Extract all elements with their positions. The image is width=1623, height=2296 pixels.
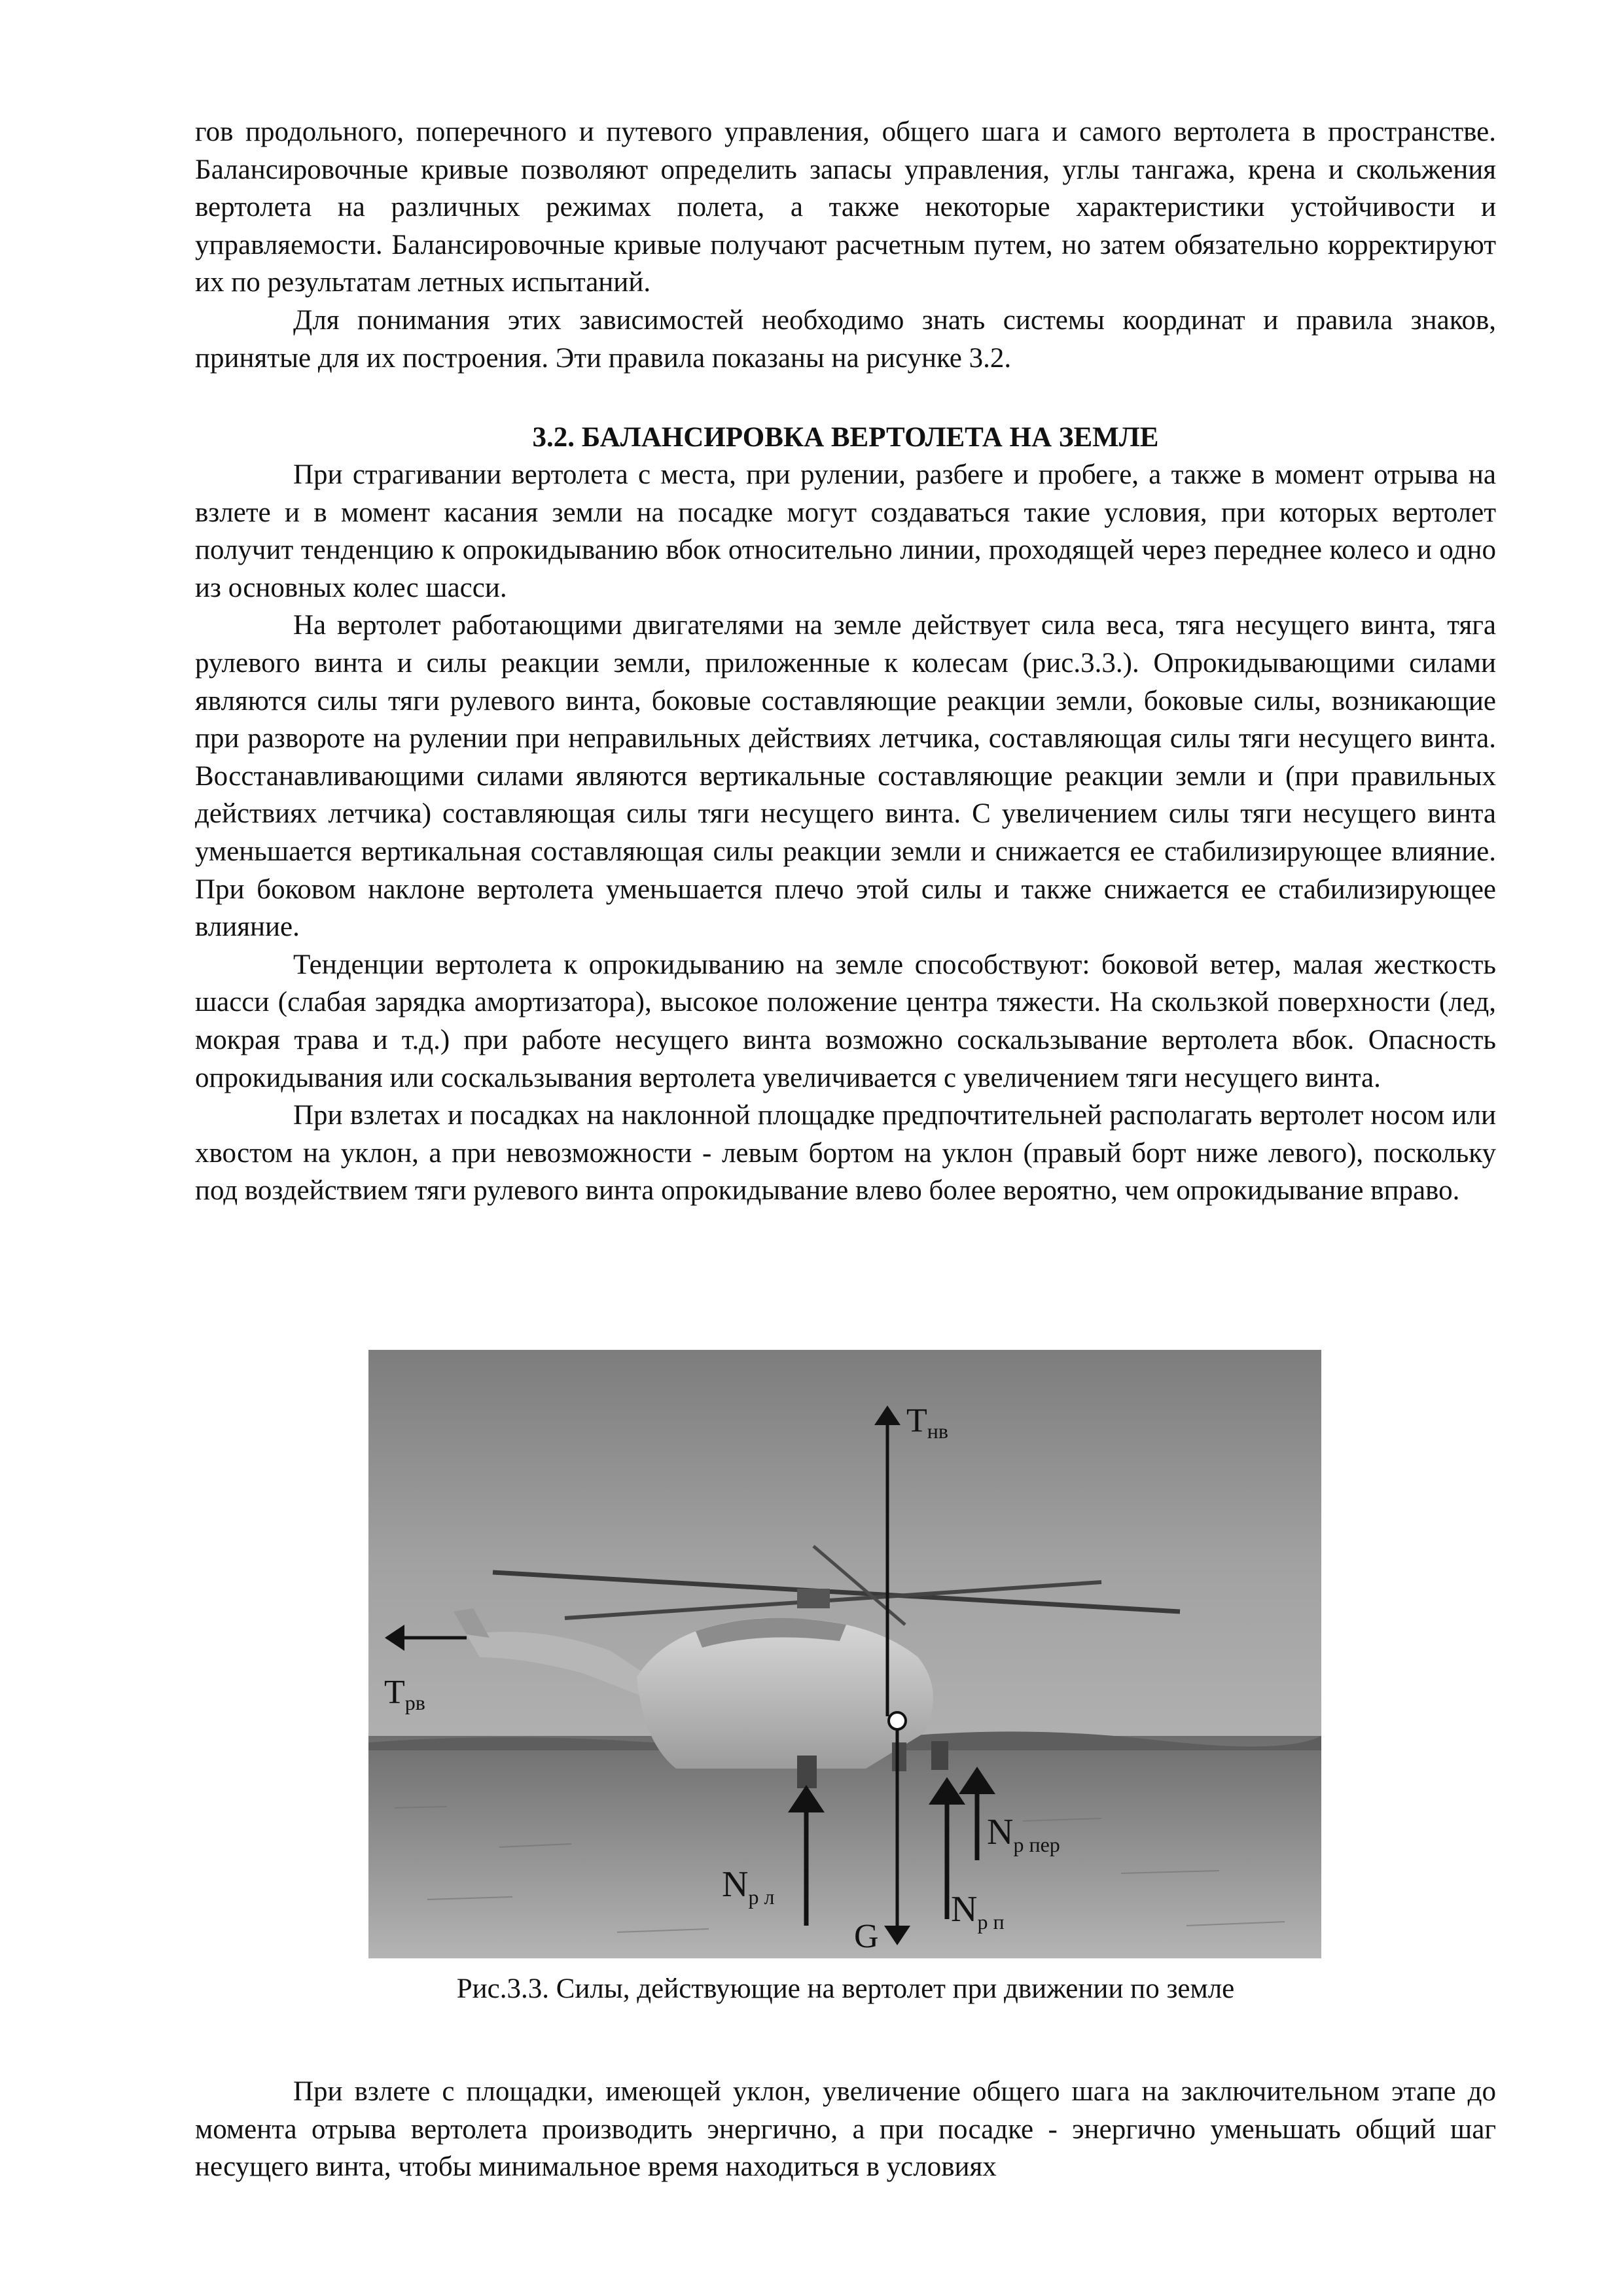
paragraph: На вертолет работающими двигателями на земле действует сила веса, тяга несущего винта, тяга рулевого винта и силы реакции земли, приложенные к колесам (рис.3.3.). Опрокидывающими силами являются силы тяги рулевого винта, боковые составляющие реакции земли, боковые силы, возникающие при развороте на рулении при неправильных действиях летчика, составляющая силы тяги несущего винта. Восстанавливающими силами являются вертикальные составляющие реакции земли и (при правильных действиях летчика) составляющая силы тяги несущего винта. С увеличением силы тяги несущего винта уменьшается вертикальная составляющая силы реакции земли и снижается ее стабилизирующее влияние. При боковом наклоне вертолета уменьшается плечо этой силы и также снижается ее стабилизирующее влияние. <box>195 610 1496 943</box>
rotor-hub <box>797 1589 830 1608</box>
paragraph: гов продольного, поперечного и путевого управления, общего шага и самого вертолета в пространстве. Балансировочные кривые позволяют определить запасы управления, углы тангажа, крена и скольжения вертолета на различных режимах полета, а также некоторые характеристики устойчивости и управляемости. Балансировочные кривые получают расчетным путем, но затем обязательно корректируют их по результатам летных испытаний. <box>195 116 1496 298</box>
label-subscript: нв <box>927 1419 948 1443</box>
main-text-block <box>195 456 1496 1210</box>
label-main: T <box>906 1402 927 1439</box>
figure-helicopter-forces <box>368 1350 1321 1958</box>
center-of-gravity-marker <box>889 1712 906 1729</box>
figure-illustration <box>368 1350 1321 1958</box>
label-main: N <box>722 1864 749 1905</box>
landing-gear-right <box>931 1741 948 1770</box>
landing-gear-left <box>797 1756 817 1788</box>
landing-gear-front <box>892 1742 906 1771</box>
label-subscript: р пер <box>1013 1833 1060 1856</box>
paragraph: Тенденции вертолета к опрокидыванию на земле способствуют: боковой ветер, малая жесткость шасси (слабая зарядка амортизатора), высокое положение центра тяжести. На скользкой поверхности (лед, мокрая трава и т.д.) при работе несущего винта возможно соскальзывание вертолета вбок. Опасность опрокидывания или соскальзывания вертолета увеличивается с увеличением тяги несущего винта. <box>195 949 1496 1093</box>
bottom-text-block <box>195 2073 1496 2186</box>
paragraph: При страгивании вертолета с места, при рулении, разбеге и пробеге, а также в момент отрыва на взлете и в момент касания земли на посадке могут создаваться такие условия, при которых вертолет получит тенденцию к опрокидыванию вбок относительно линии, проходящей через переднее колесо и одно из основных колес шасси. <box>195 459 1496 603</box>
label-main: T <box>384 1674 405 1711</box>
label-main: N <box>987 1812 1014 1852</box>
top-text-block <box>195 113 1496 377</box>
label-subscript: рв <box>404 1691 425 1714</box>
paragraph: Для понимания этих зависимостей необходимо знать системы координат и правила знаков, принятые для их построения. Эти правила показаны на рисунке 3.2. <box>195 304 1496 374</box>
section-heading: 3.2. БАЛАНСИРОВКА ВЕРТОЛЕТА НА ЗЕМЛЕ <box>532 422 1159 453</box>
paragraph: При взлетах и посадках на наклонной площадке предпочтительней располагать вертолет носом или хвостом на уклон, а при невозможности - левым бортом на уклон (правый борт ниже левого), поскольку под воздействием тяги рулевого винта опрокидывание влево более вероятно, чем опрокидывание вправо. <box>195 1100 1496 1207</box>
label-subscript: р л <box>748 1885 775 1909</box>
figure-caption: Рис.3.3. Силы, действующие на вертолет при движении по земле <box>456 1973 1235 2004</box>
label-subscript: р п <box>977 1910 1005 1934</box>
label-main: N <box>951 1889 978 1930</box>
label-g: G <box>854 1918 879 1955</box>
paragraph: При взлете с площадки, имеющей уклон, увеличение общего шага на заключительном этапе до момента отрыва вертолета производить энергично, а при посадке - энергично уменьшать общий шаг несущего винта, чтобы минимальное время находиться в условиях <box>195 2076 1496 2183</box>
